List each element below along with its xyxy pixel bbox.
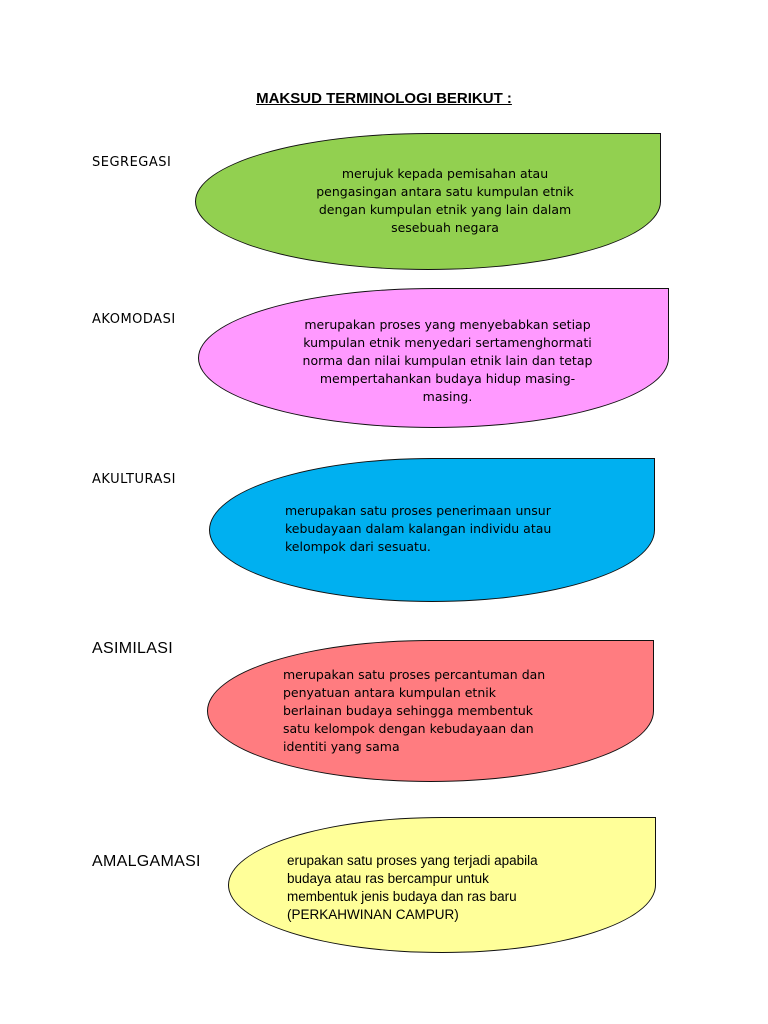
- desc-line: (PERKAHWINAN CAMPUR): [287, 907, 459, 922]
- desc-line: kelompok dari sesuatu.: [285, 539, 431, 554]
- desc-line: berlainan budaya sehingga membentuk: [283, 703, 534, 718]
- desc-akulturasi: [285, 502, 625, 556]
- desc-amalgamasi: [287, 852, 627, 924]
- desc-line: kebudayaan dalam kalangan individu atau: [285, 521, 552, 536]
- term-akulturasi: AKULTURASI: [92, 472, 176, 487]
- desc-line: penyatuan antara kumpulan etnik: [283, 685, 496, 700]
- desc-line: merupakan satu proses penerimaan unsur: [285, 503, 551, 518]
- desc-line: budaya atau ras bercampur untuk: [287, 871, 489, 886]
- desc-asimilasi: [283, 666, 623, 756]
- desc-line: pengasingan antara satu kumpulan etnik: [316, 184, 574, 199]
- desc-line: masing.: [422, 389, 473, 404]
- desc-line: dengan kumpulan etnik yang lain dalam: [318, 202, 572, 217]
- desc-line: membentuk jenis budaya dan ras baru: [287, 889, 517, 904]
- desc-line: erupakan satu proses yang terjadi apabila: [287, 853, 538, 868]
- desc-line: merupakan proses yang menyebabkan setiap: [304, 317, 591, 332]
- desc-akomodasi: [260, 316, 635, 406]
- desc-segregasi: [265, 165, 625, 237]
- term-akomodasi: AKOMODASI: [92, 312, 176, 327]
- page-title: MAKSUD TERMINOLOGI BERIKUT :: [256, 90, 512, 107]
- desc-line: identiti yang sama: [283, 739, 400, 754]
- desc-line: kumpulan etnik menyedari sertamenghormati: [303, 335, 592, 350]
- desc-line: satu kelompok dengan kebudayaan dan: [283, 721, 534, 736]
- desc-line: mempertahankan budaya hidup masing-: [319, 371, 576, 386]
- desc-line: sesebuah negara: [391, 220, 499, 235]
- term-asimilasi: ASIMILASI: [92, 640, 173, 657]
- term-segregasi: SEGREGASI: [92, 155, 172, 170]
- desc-line: norma dan nilai kumpulan etnik lain dan tetap: [302, 353, 593, 368]
- desc-line: merupakan satu proses percantuman dan: [283, 667, 546, 682]
- term-amalgamasi: AMALGAMASI: [92, 853, 201, 870]
- desc-line: merujuk kepada pemisahan atau: [341, 166, 549, 181]
